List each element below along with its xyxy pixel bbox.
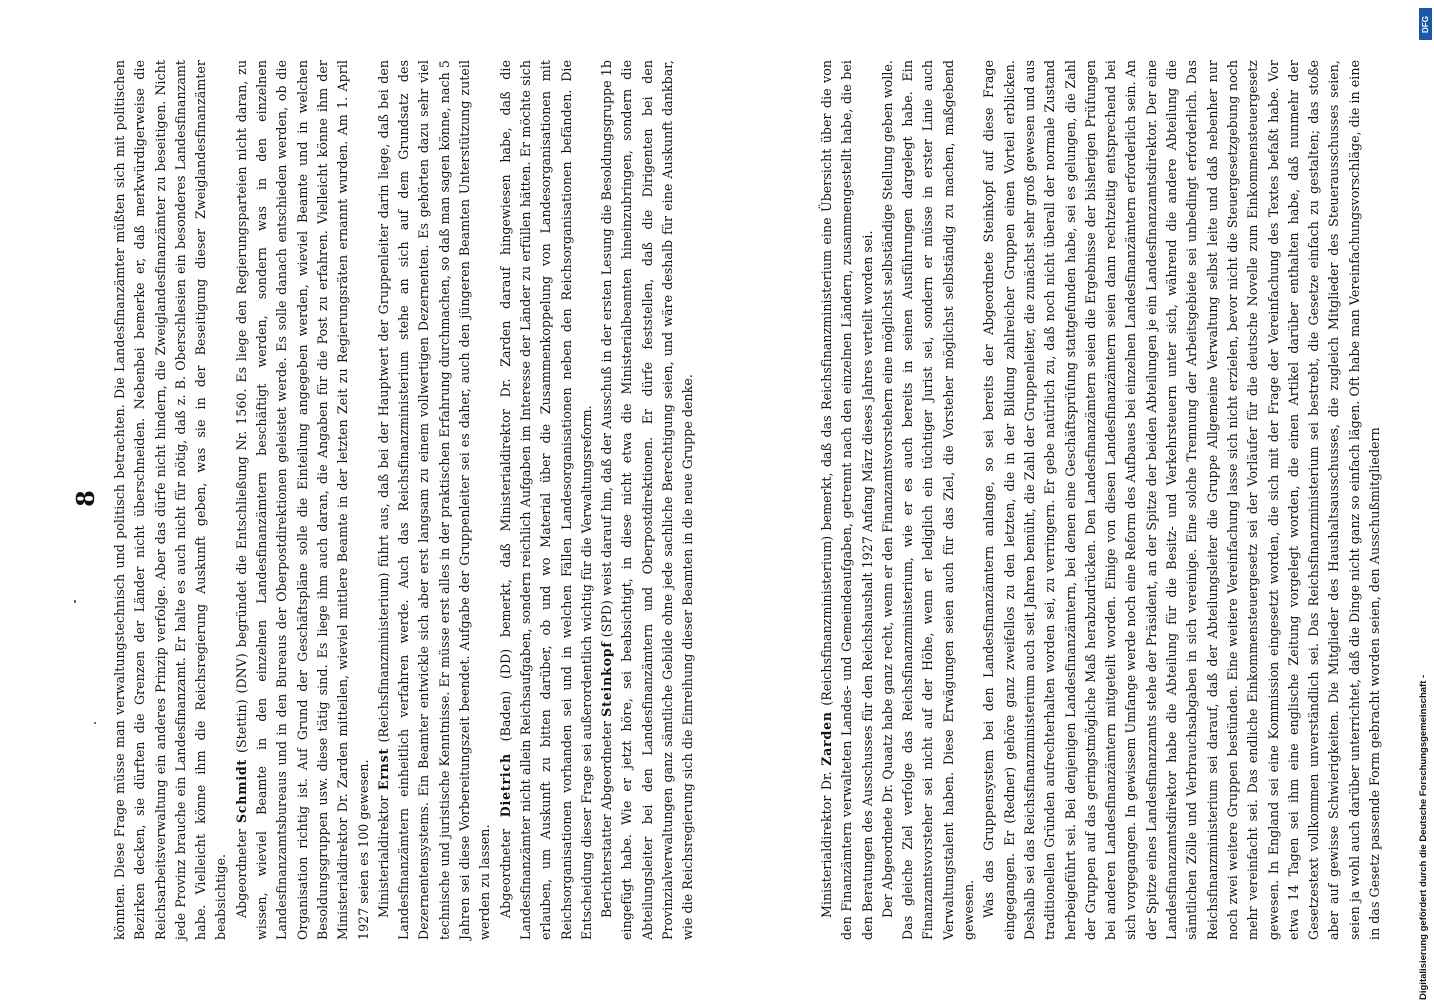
paragraph: Berichterstatter Abgeordneter Steinkopf (SPD) weist darauf hin, daß der Ausschuß in der ersten Lesung die Besoldungsgruppe 1b eingefügt habe. Wie er jetzt höre, sei beabsichtigt, in diese nicht etwa die Ministerialbeamten hineinzubringen, sondern die Abteilungsleiter bei den Landesfinanzämtern und Oberpostdirektionen. Er dürfe feststellen, daß die Dirigenten bei den Provinzialverwaltungen ganz sämtliche Gebilde ohne jede sachliche Berechtigung seien, und wäre deshalb für eine Auskunft dankbar, wie die Reichsregierung sich die Einreihung dieser Beamten in die neue Gruppe denke.: [599, 60, 696, 940]
paragraph: könnten. Diese Frage müsse man verwaltungstechnisch und politisch betrachten. Die Landesfinanzämter müßten sich mit politischen Bezirken decken, sie dürften die Grenzen der Länder nicht überschneiden. Nebenbei bemerke er, daß merkwürdigerweise die Reichsarbeitsverwaltung ein anderes Prinzip verfolge. Aber das dürfe nicht hindern, die Zweiglandesfinanzämter zu beseitigen. Nicht jede Provinz brauche ein Landesfinanzamt. Er halte es auch nicht für nötig, daß z. B. Oberschlesien ein besonderes Landesfinanzamt habe. Vielleicht könne ihm die Reichsregierung Auskunft geben, was sie in der Beseitigung dieser Zweiglandesfinanzämter beabsichtige.: [112, 60, 229, 940]
speaker-name: Steinkopf: [599, 641, 615, 717]
paragraph: Der Abgeordnete Dr. Quaatz habe ganz recht, wenn er den Finanzamtsvorstehern eine möglichst selbständige Stellung geben wolle. Das gleiche Ziel verfolge das Reichsfinanzministerium, wie er es auch bereits in seinen Ausführungen dargelegt habe. Ein Finanzamtsvorsteher sei nicht auf der Höhe, wenn er lediglich ein tüchtiger Jurist sei, sondern er müsse in erster Linie auch Verwaltungstalent haben. Diese Erwägungen seien auch für das Ziel, die Vorsteher möglichst selbständig zu machen, maßgebend gewesen.: [879, 60, 977, 940]
speaker-name: Dietrich: [497, 753, 513, 818]
speaker-name: Ernst: [375, 747, 391, 791]
paragraph: Ministerialdirektor Ernst (Reichsfinanzministerium) führt aus, daß bei der Hauptwert der Gruppenleiter darin liege, daß bei den Landesfinanzämtern einheitlich verfahren werde. Auch das Reichsfinanzministerium stehe an sich auf dem Grundsatz des Dezernentensystems. Ein Beamter entwickle sich aber erst langsam zu einem vollwertigen Dezernenten. Es gehörten dazu sehr viel technische und juristische Kenntnisse. Er müsse erst alles in der praktischen Erfahrung durchmachen, so daß man sagen könne, nach 5 Jahren sei diese Vorbereitungszeit beendet. Aufgabe der Gruppenleiter sei es daher, auch den jüngeren Beamten Unterstützung zuteil werden zu lassen.: [375, 60, 493, 940]
dfg-logo: [1419, 8, 1432, 40]
paragraph: Ministerialdirektor Dr. Zarden (Reichsfinanzministerium) bemerkt, daß das Reichsfinanzministerium eine Übersicht über die von den Finanzämtern verwalteten Landes- und Gemeindeaufgaben, getrennt nach den einzelnen Ländern, zusammengestellt habe, die bei den Beratungen des Ausschusses für den Reichshaushalt 1927 Anfang März dieses Jahres verteilt worden sei.: [819, 60, 875, 940]
right-text-column: [817, 60, 1385, 940]
paragraph: Abgeordneter Dietrich (Baden) (DD) bemerkt, daß Ministerialdirektor Dr. Zarden darauf hingewiesen habe, daß die Landesfinanzämter nicht allein Reichsaufgaben, sondern reichlich Aufgaben im Interesse der Länder zu erfüllen hätten. Er möchte sich erlauben, um Auskunft zu bitten darüber, ob und wo Material über die Zusammenkoppelung von Landesorganisationen mit Reichsorganisationen vorhanden sei und in welchen Fällen Landesorganisationen neben den Reichsorganisationen befänden. Die Entscheidung dieser Frage sei außerordentlich wichtig für die Verwaltungsreform.: [497, 60, 594, 940]
dfg-logo-text: DFG: [1421, 15, 1431, 33]
speaker-name: Zarden: [819, 711, 834, 766]
scan-speck: [94, 722, 96, 724]
paragraph: Was das Gruppensystem bei den Landesfinanzämtern anlange, so sei bereits der Abgeordnete Steinkopf auf diese Frage eingegangen. Er (Redner) gehöre ganz zweifellos zu den letzten, die in der Bildung zahlreicher Gruppen einen Vorteil erblicken. Deshalb sei das Reichsfinanzministerium auch seit Jahren bemüht, die Zahl der Gruppenleiter, die zunächst sehr groß gewesen und aus traditionellen Gründen aufrechterhalten worden sei, zu verringern. Er gebe natürlich zu, daß noch nicht überall der normale Zustand herbeigeführt sei. Bei denjenigen Landesfinanzämtern, bei denen eine Geschäftsprüfung stattgefunden habe, sei es gelungen, die Zahl der Gruppen auf das geringstmögliche Maß herabzudrücken. Den Landesfinanzämtern seien die Ergebnisse der bisherigen Prüfungen bei anderen Landesfinanzämtern mitgeteilt worden. Einige von diesen Landesfinanzämtern seien dann rechtzeitig entsprechend bei sich vorgegangen. In gewissem Umfange werde noch eine Reform des Aufbaues bei einzelnen Landesfinanzämtern erforderlich sein. An der Spitze eines Landesfinanzamts stehe der Präsident, an der Spitze der beiden Abteilungen je ein Landesfinanzamtsdirektor. Der eine Landesfinanzamtsdirektor habe die Abteilung für die Besitz- und Verkehrsteuern unter sich, während die andere Abteilung die sämtlichen Zölle und Verbrauchsabgaben in sich vereinige. Eine solche Trennung der Arbeitsgebiete sei unbedingt erforderlich. Das Reichsfinanzministerium sei darauf, daß der Abteilungsleiter die Gruppe Allgemeine Verwaltung selbst leite und daß nebenher nur noch zwei weitere Gruppen bestünden. Eine weitere Vereinfachung lasse sich nicht erzielen, bevor nicht die Steuergesetzgebung noch mehr vereinfacht sei. Das endliche Einkommensteuergesetz sei der Vorläufer für die deutsche Novelle zum Einkommensteuergesetz gewesen. In England sei eine Kommission eingesetzt worden, die sich mit der Frage der Vereinfachung des Textes befaßt habe. Vor etwa 14 Tagen sei ihm eine englische Zeitung vorgelegt worden, die einen Artikel darüber enthalten habe, daß nunmehr der Gesetzestext vollkommen unverständlich sei. Das Reichsfinanzministerium sei bestrebt, die Gesetze einfach zu gestalten; das stoße aber auf gewisse Schwierigkeiten. Die Mitglieder des Haushaltsausschusses, die zugleich Mitglieder des Steuerausschusses seien, seien ja wohl auch darüber unterrichtet, daß die Dinge nicht ganz so einfach lägen. Oft habe man Vereinfachungsvorschläge, die in eine in das Gesetz passende Form gebracht worden seien, den Ausschußmitgliedern: [981, 60, 1383, 940]
scan-speck: [74, 600, 76, 603]
speaker-name: Schmidt: [233, 758, 249, 824]
paragraph: Abgeordneter Schmidt (Stettin) (DNV) begründet die Entschließung Nr. 1560. Es liege den Regierungsparteien nicht daran, zu wissen, wieviel Beamte in den einzelnen Landesfinanzämtern beschäftigt werden, sondern was in den einzelnen Landesfinanzamtsbureaus und in den Bureaus der Oberpostdirektionen geleistet werde. Es solle danach entschieden werden, ob die Organisation richtig ist. Auf Grund der Geschäftspläne solle die Einteilung angegeben werden, wieviel Beamte und in welchen Besoldungsgruppen usw. diese tätig sind. Es liege ihm auch daran, die Angaben für die Post zu erfahren. Vielleicht könne ihm der Ministerialdirektor Dr. Zarden mitteilen, wieviel mittlere Beamte in der letzten Zeit zu Regierungsräten ernannt wurden. Am 1. April 1927 seien es 100 gewesen.: [233, 60, 371, 940]
digitization-credit: Digitalisierung gefördert durch die Deutsche Forschungsgemeinschaft -: [1418, 674, 1429, 1000]
page-number: 8: [70, 490, 100, 507]
left-text-column: [110, 60, 699, 940]
